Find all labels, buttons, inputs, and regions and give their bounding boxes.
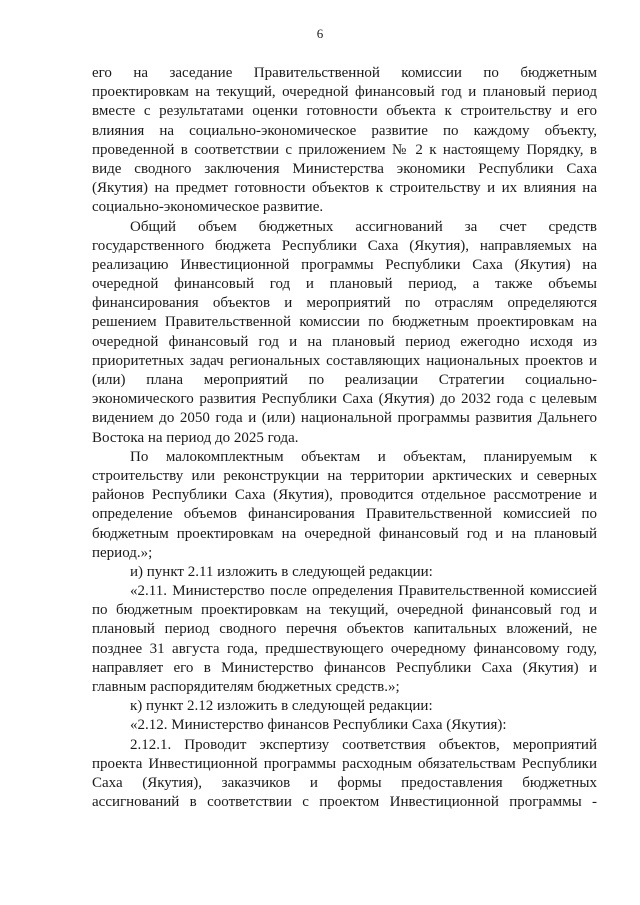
text-line: Саха (Якутия), заказчиков и формы предоставления бюджетных	[92, 774, 597, 791]
text-line: очередной финансовый год и на плановый период ежегодно исходя из	[92, 333, 597, 350]
text-line: решением Правительственной комиссии по бюджетным проектировкам на	[92, 314, 597, 331]
text-line: проекта Инвестиционной программы расходным обязательствам Республики	[92, 755, 597, 772]
text-line: По малокомплектным объектам и объектам, планируемым к	[130, 448, 597, 465]
document-body	[92, 64, 597, 812]
paragraph	[92, 716, 597, 735]
text-line: главным распорядителям бюджетных средств.»;	[92, 679, 400, 695]
text-line: Востока на период до 2025 года.	[92, 429, 299, 446]
text-line: приоритетных задач региональных составляющих национальных проектов и	[92, 352, 597, 369]
text-line: определение объемов финансирования Правительственной комиссией по	[92, 506, 597, 523]
text-line: очередной финансовый год и плановый период, а также объемы	[92, 276, 597, 293]
text-line: «2.11. Министерство после определения Правительственной комиссией	[130, 583, 597, 600]
text-line: районов Республики Саха (Якутия), проводится отдельное рассмотрение и	[92, 487, 597, 504]
text-line: Общий объем бюджетных ассигнований за счет средств	[130, 218, 597, 235]
text-line: ассигнований в соответствии с проектом Инвестиционной программы -	[92, 794, 597, 811]
text-line: виде сводного заключения Министерства экономики Республики Саха	[92, 160, 597, 177]
text-line: социально-экономическое развитие.	[92, 199, 324, 216]
text-line: бюджетным проектировкам на очередной финансовый год и на плановый	[92, 525, 597, 542]
text-line: 2.12.1. Проводит экспертизу соответствия объектов, мероприятий	[130, 736, 597, 753]
text-line: видением до 2050 года и (или) национальной программы развития Дальнего	[92, 410, 597, 427]
text-line: (или) плана мероприятий по реализации Стратегии социально-	[92, 372, 597, 388]
paragraph	[92, 448, 597, 563]
text-line: и) пункт 2.11 изложить в следующей редакции:	[130, 563, 433, 580]
text-line: финансирования объектов и мероприятий по отраслям определяются	[92, 295, 597, 312]
text-line: вместе с результатами оценки готовности объекта к строительству и его	[92, 103, 597, 120]
text-line: плановый период сводного перечня объектов капитальных вложений, не	[92, 621, 597, 638]
text-line: государственного бюджета Республики Саха (Якутия), направляемых на	[92, 237, 597, 254]
page-number: 6	[316, 26, 324, 41]
text-line: проведенной в соответствии с приложением № 2 к настоящему Порядку, в	[92, 141, 597, 158]
paragraph	[92, 697, 597, 716]
text-line: период.»;	[92, 544, 153, 561]
text-line: его на заседание Правительственной комиссии по бюджетным	[92, 65, 597, 81]
paragraph	[92, 64, 597, 218]
text-line: к) пункт 2.12 изложить в следующей редакции:	[130, 698, 433, 715]
text-line: (Якутия) на предмет готовности объектов к строительству и их влияния на	[92, 180, 597, 197]
paragraph	[92, 563, 597, 582]
text-line: экономического развития Республики Саха (Якутия) до 2032 года с целевым	[92, 391, 597, 408]
paragraph	[92, 218, 597, 448]
text-line: строительству или реконструкции на территории арктических и северных	[92, 467, 597, 484]
text-line: по бюджетным проектировкам на текущий, очередной финансовый год и	[92, 602, 597, 619]
paragraph	[92, 582, 597, 697]
paragraph	[92, 736, 597, 813]
text-line: влияния на социально-экономическое развитие по каждому объекту,	[92, 122, 597, 139]
text-line: позднее 31 августа года, предшествующего очередному финансовому году,	[92, 640, 597, 657]
text-line: направляет его в Министерство финансов Республики Саха (Якутия) и	[92, 659, 597, 676]
text-line: «2.12. Министерство финансов Республики Саха (Якутия):	[130, 717, 507, 734]
text-line: реализацию Инвестиционной программы Республики Саха (Якутия) на	[92, 256, 597, 273]
text-line: проектировкам на текущий, очередной финансовый год и плановый период	[92, 84, 597, 101]
